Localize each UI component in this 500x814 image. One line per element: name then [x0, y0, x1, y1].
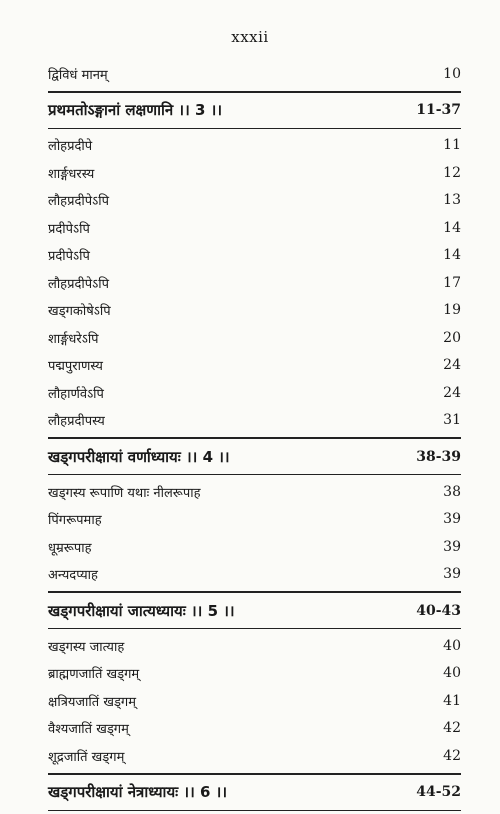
section-underline [48, 810, 461, 811]
entry-title: खड्गस्य रूपाणि यथाः नीलरूपाह [48, 485, 201, 501]
entry-page-number: 41 [443, 692, 461, 709]
section-divider [48, 773, 461, 775]
entry-title: लौहार्णवेऽपि [48, 386, 104, 402]
entry-title: शार्ङ्गधरेऽपि [48, 331, 99, 347]
entry-title: प्रदीपेऽपि [48, 249, 90, 265]
entry-page-number: 39 [443, 566, 461, 583]
table-of-contents [48, 60, 461, 814]
section-divider [48, 591, 461, 593]
entry-page-number: 40 [443, 665, 461, 682]
section-page-range: 38-39 [416, 448, 461, 465]
toc-entry [48, 132, 461, 160]
entry-page-number: 14 [443, 219, 461, 236]
section-title: खड्गपरीक्षायां जात्यध्यायः ।। 5 ।। [48, 601, 235, 620]
section-underline [48, 474, 461, 475]
entry-page-number: 14 [443, 247, 461, 264]
toc-entry [48, 407, 461, 435]
entry-title: लौहप्रदीपस्य [48, 414, 105, 430]
entry-page-number: 24 [443, 357, 461, 374]
section-page-range: 44-52 [416, 784, 461, 800]
toc-entry [48, 297, 461, 325]
section-title: प्रथमतोऽङ्गानां लक्षणानि ।। 3 ।। [48, 101, 223, 119]
toc-entry [48, 352, 461, 380]
toc-section-heading [48, 778, 461, 807]
entry-page-number: 38 [443, 483, 461, 500]
entry-page-number: 42 [443, 747, 461, 764]
entry-page-number: 31 [443, 412, 461, 429]
entry-title: पद्मपुराणस्य [48, 359, 103, 375]
entry-title: वैश्यजातिं खड्गम् [48, 722, 129, 738]
toc-entry [48, 632, 461, 660]
section-title: खड्गपरीक्षायां वर्णाध्यायः ।। 4 ।। [48, 447, 230, 466]
toc-entry [48, 214, 461, 242]
toc-section-heading [48, 596, 461, 625]
entry-page-number: 20 [443, 329, 461, 346]
toc-entry [48, 687, 461, 715]
entry-title: शार्ङ्गधरस्य [48, 166, 95, 182]
entry-title: प्रदीपेऽपि [48, 221, 90, 237]
entry-title: लौहप्रदीपेऽपि [48, 194, 109, 210]
entry-title: खड्गस्य जात्याह [48, 639, 125, 655]
toc-entry [48, 742, 461, 770]
entry-page-number: 19 [443, 302, 461, 319]
toc-entry [48, 506, 461, 534]
section-divider [48, 437, 461, 439]
entry-title: शूद्रजातिं खड्गम् [48, 749, 125, 765]
section-title: खड्गपरीक्षायां नेत्राध्यायः ।। 6 ।। [48, 783, 228, 801]
toc-entry [48, 561, 461, 589]
entry-title: क्षत्रियजातिं खड्गम् [48, 694, 137, 710]
toc-entry [48, 715, 461, 743]
entry-title: द्विविधं मानम् [48, 67, 108, 83]
entry-title: अन्यदप्याह [48, 568, 98, 584]
entry-title: धूम्ररूपाह [48, 540, 92, 556]
toc-entry [48, 533, 461, 561]
page-number: xxxii [231, 28, 269, 46]
toc-entry [48, 478, 461, 506]
entry-page-number: 13 [443, 192, 461, 209]
entry-page-number: 24 [443, 384, 461, 401]
entry-title: लोहप्रदीपे [48, 139, 93, 155]
entry-page-number: 10 [443, 65, 461, 82]
entry-page-number: 12 [443, 164, 461, 181]
toc-section-heading [48, 442, 461, 471]
section-underline [48, 128, 461, 129]
entry-page-number: 39 [443, 538, 461, 555]
toc-entry [48, 60, 461, 88]
section-page-range: 11-37 [416, 102, 461, 118]
entry-page-number: 11 [443, 137, 461, 154]
toc-entry [48, 242, 461, 270]
toc-entry [48, 324, 461, 352]
entry-title: खड्गकोषेऽपि [48, 304, 111, 320]
entry-title: ब्राह्मणजातिं खड्गम् [48, 667, 140, 683]
toc-entry [48, 379, 461, 407]
toc-entry [48, 187, 461, 215]
entry-title: लौहप्रदीपेऽपि [48, 276, 109, 292]
entry-page-number: 39 [443, 511, 461, 528]
entry-page-number: 42 [443, 720, 461, 737]
section-divider [48, 91, 461, 93]
section-page-range: 40-43 [416, 602, 461, 619]
entry-page-number: 17 [443, 274, 461, 291]
section-underline [48, 628, 461, 629]
toc-entry [48, 660, 461, 688]
toc-entry [48, 269, 461, 297]
toc-section-heading [48, 96, 461, 125]
toc-entry [48, 159, 461, 187]
entry-title: पिंगरूपमाह [48, 513, 102, 529]
entry-page-number: 40 [443, 637, 461, 654]
